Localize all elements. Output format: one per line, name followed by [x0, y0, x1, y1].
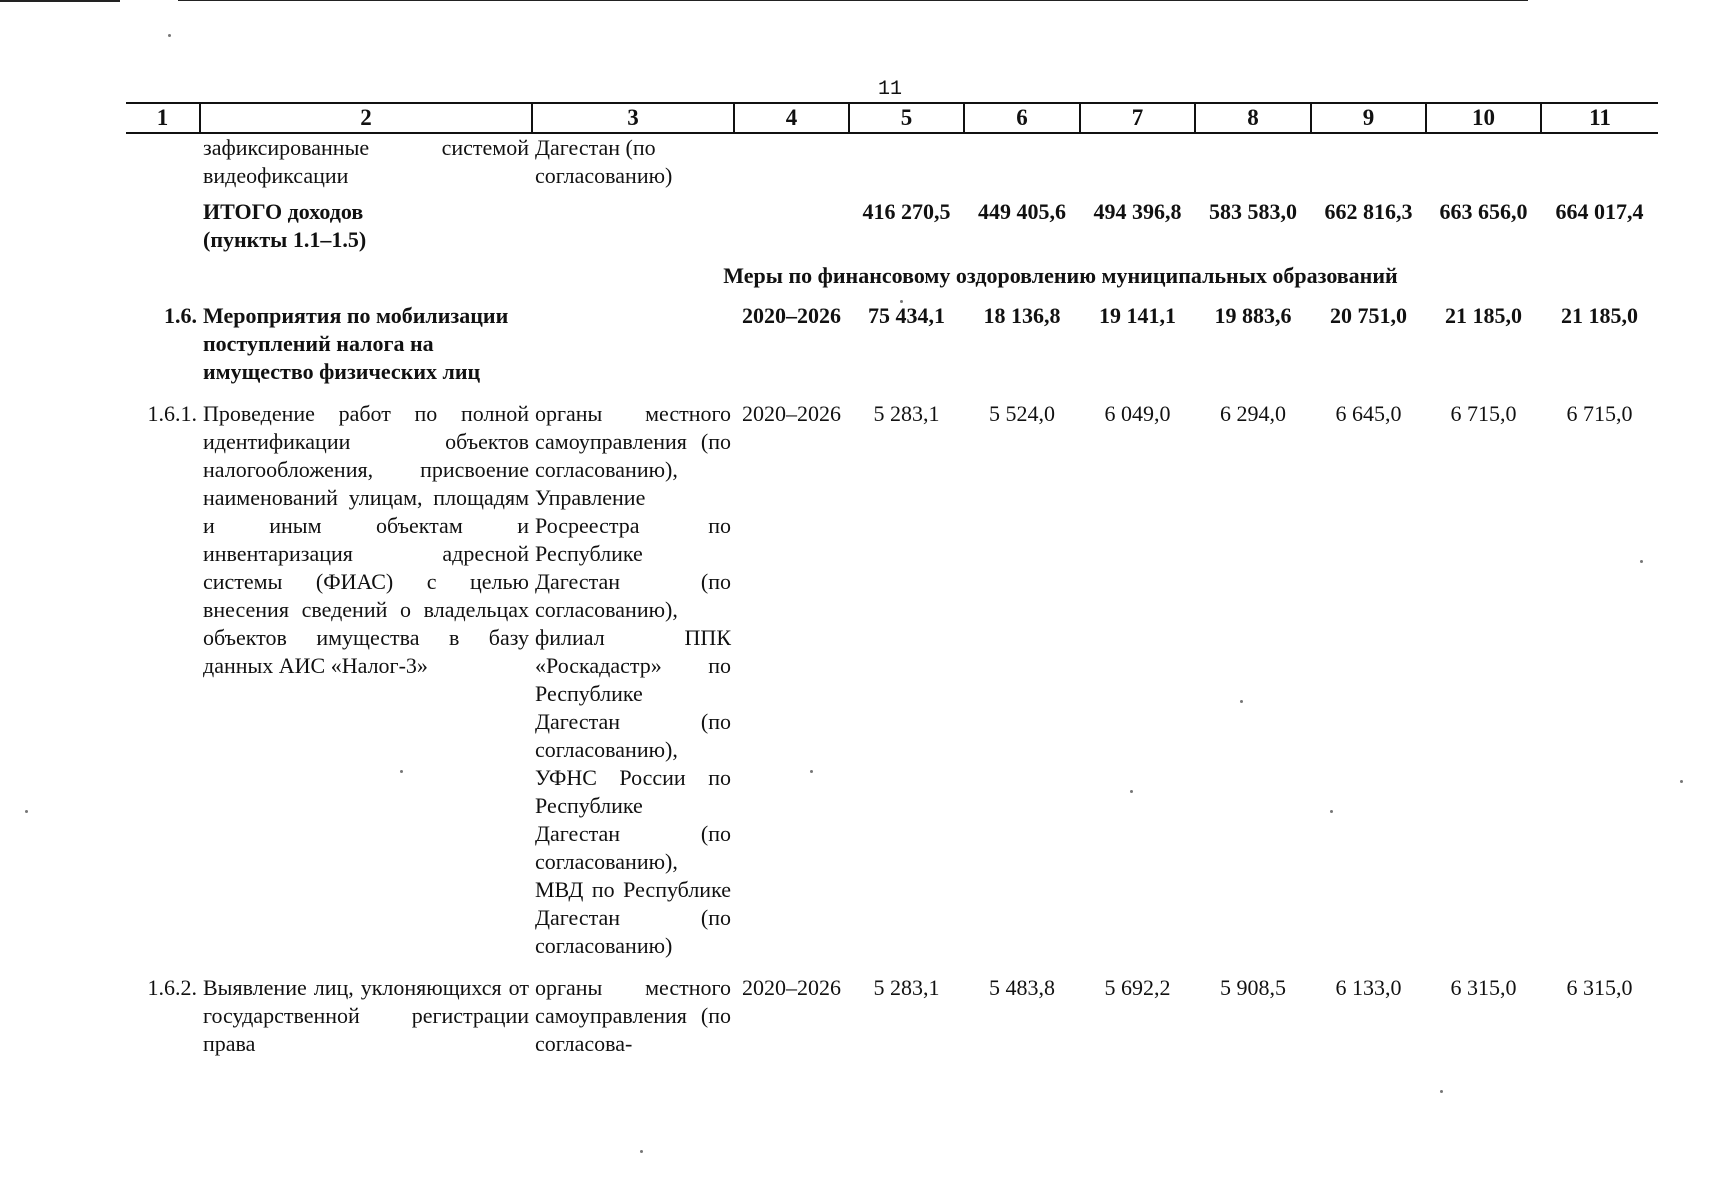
scan-speck	[810, 770, 813, 773]
scan-speck	[1240, 700, 1243, 703]
row-value: 5 483,8	[989, 975, 1055, 1000]
row-value: 6 715,0	[1566, 401, 1633, 426]
row-value: 20 751,0	[1330, 303, 1407, 328]
row-value: 5 283,1	[873, 401, 940, 426]
total-value: 662 816,3	[1324, 199, 1413, 224]
row-code: 1.6.2.	[147, 975, 197, 1000]
total-value: 494 396,8	[1093, 199, 1182, 224]
row-value: 6 645,0	[1335, 401, 1402, 426]
row-value: 21 185,0	[1445, 303, 1522, 328]
total-label	[200, 198, 532, 254]
row-value: 5 524,0	[989, 401, 1055, 426]
scan-speck	[900, 300, 903, 303]
table-row	[126, 400, 1658, 960]
continuation-executor: Дагестан (по согласованию)	[535, 135, 673, 188]
section-title: Меры по финансовому оздоровлению муниципальных образований	[723, 263, 1398, 288]
total-row	[126, 198, 1658, 254]
header-cell: 2	[200, 103, 532, 133]
row-executor	[532, 302, 734, 386]
row-name: Выявление лиц, уклоняющихся от государственной регистрации права	[203, 975, 529, 1056]
row-value: 5 692,2	[1104, 975, 1171, 1000]
scan-speck	[1130, 790, 1133, 793]
page-number: 11	[877, 78, 902, 101]
row-value: 6 294,0	[1220, 401, 1286, 426]
header-cell: 10	[1426, 103, 1541, 133]
header-cell: 8	[1195, 103, 1311, 133]
top-edge-line	[0, 0, 120, 2]
scan-speck	[640, 1150, 643, 1153]
header-cell: 1	[126, 103, 200, 133]
row-value: 6 049,0	[1104, 401, 1171, 426]
row-executor: органы местного самоуправления (по согласованию), Управление Росреестра по Республике Дагестан (по согласованию), филиал ППК «Роскадастр» по Республике Дагестан (по согласованию), УФНС России по Республике Дагестан (по согласованию), МВД по Республике Дагестан (по согласованию)	[535, 401, 731, 958]
total-value: 663 656,0	[1439, 199, 1528, 224]
scan-speck	[1330, 810, 1333, 813]
header-cell: 6	[964, 103, 1080, 133]
row-value: 6 133,0	[1335, 975, 1402, 1000]
budget-table	[126, 102, 1658, 1058]
total-label-line: ИТОГО доходов	[203, 199, 364, 224]
row-period: 2020–2026	[742, 975, 841, 1000]
row-period: 2020–2026	[742, 303, 841, 328]
total-value: 583 583,0	[1209, 199, 1297, 224]
row-value: 18 136,8	[983, 303, 1061, 328]
scan-speck	[400, 770, 403, 773]
row-value: 19 141,1	[1099, 303, 1176, 328]
total-value: 416 270,5	[862, 199, 951, 224]
table-row	[126, 302, 1658, 386]
scan-speck	[25, 810, 28, 813]
total-value: 664 017,4	[1555, 199, 1644, 224]
row-executor: органы местного самоуправления (по согласова-	[535, 975, 731, 1056]
header-row	[126, 103, 1658, 133]
continuation-name: зафиксированные системой видеофиксации	[203, 135, 529, 188]
row-name: Проведение работ по полной идентификации объектов налогообложения, присвоение наименований улицам, площадям и иным объектам и инвентаризация адресной системы (ФИАС) с целью внесения сведений о владельцах объектов имущества в базу данных АИС «Налог-3»	[203, 401, 529, 678]
header-cell: 4	[734, 103, 849, 133]
row-value: 21 185,0	[1561, 303, 1638, 328]
scan-speck	[168, 34, 171, 37]
scan-speck	[1680, 780, 1683, 783]
scan-speck	[1640, 560, 1643, 563]
total-value: 449 405,6	[978, 199, 1066, 224]
row-code: 1.6.1.	[147, 401, 197, 426]
header-cell: 11	[1541, 103, 1658, 133]
row-value: 6 315,0	[1566, 975, 1633, 1000]
row-value: 19 883,6	[1214, 303, 1292, 328]
top-edge-line	[178, 0, 1528, 1]
row-value: 5 283,1	[873, 975, 940, 1000]
row-value: 5 908,5	[1220, 975, 1286, 1000]
header-cell: 5	[849, 103, 964, 133]
row-period: 2020–2026	[742, 401, 841, 426]
total-label-line: (пункты 1.1–1.5)	[203, 227, 367, 252]
row-value: 6 715,0	[1450, 401, 1517, 426]
header-cell: 3	[532, 103, 734, 133]
row-value: 75 434,1	[868, 303, 945, 328]
section-title-row	[126, 262, 1658, 290]
row-code: 1.6.	[164, 303, 197, 328]
row-value: 6 315,0	[1450, 975, 1517, 1000]
continuation-row	[126, 133, 1658, 190]
row-name: Мероприятия по мобилизации поступлений налога на имущество физических лиц	[203, 303, 509, 384]
scan-speck	[1440, 1090, 1443, 1093]
table-row	[126, 974, 1658, 1058]
header-cell: 9	[1311, 103, 1426, 133]
header-cell: 7	[1080, 103, 1195, 133]
